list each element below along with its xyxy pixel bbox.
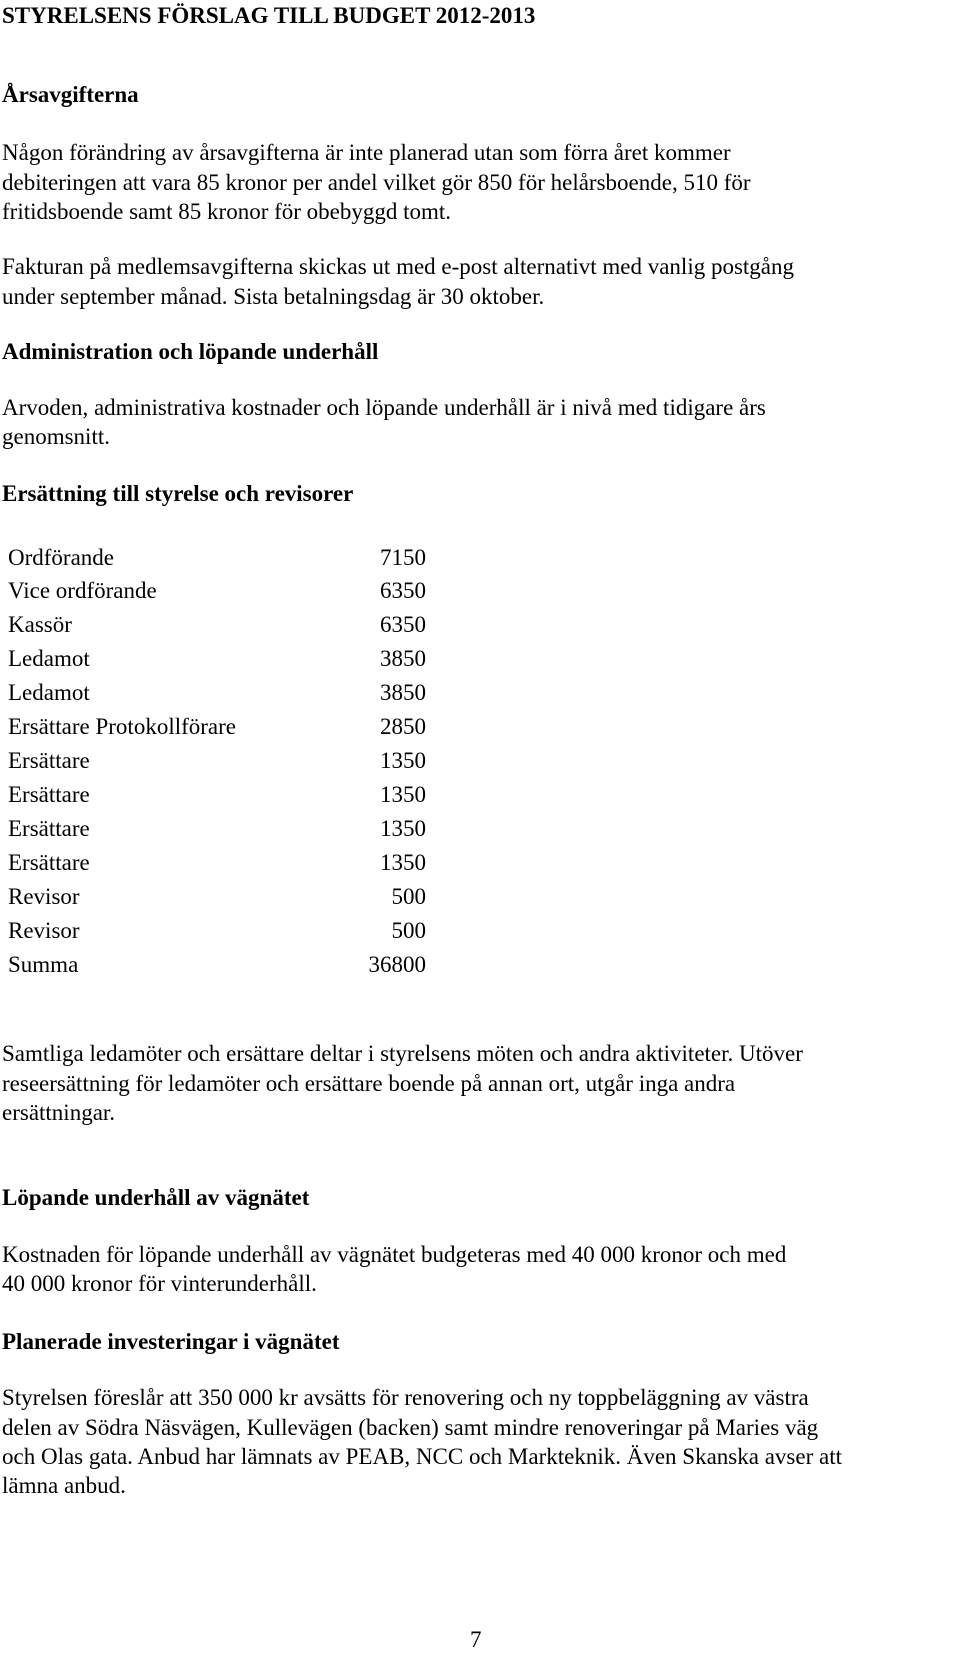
row-label: Kassör (8, 612, 72, 637)
table-row (6, 676, 426, 710)
row-label: Revisor (8, 884, 80, 909)
table-row (6, 778, 426, 812)
row-label: Ersättare Protokollförare (8, 714, 236, 739)
investeringar-paragraph-line: Styrelsen föreslår att 350 000 kr avsätts för renovering och ny toppbeläggning av västra (2, 1385, 809, 1410)
row-label: Ersättare (8, 816, 90, 841)
row-label: Ersättare (8, 850, 90, 875)
ersattning-note-line: Samtliga ledamöter och ersättare deltar i styrelsens möten och andra aktiviteter. Utöver (2, 1041, 803, 1066)
table-row (6, 574, 426, 608)
page-title: STYRELSENS FÖRSLAG TILL BUDGET 2012-2013 (2, 3, 536, 28)
vagnat-paragraph-line: Kostnaden för löpande underhåll av vägnätet budgeteras med 40 000 kronor och med (2, 1242, 787, 1267)
row-value: 3850 (380, 646, 426, 671)
row-value: 2850 (380, 714, 426, 739)
vagnat-paragraph-line: 40 000 kronor för vinterunderhåll. (2, 1271, 317, 1296)
investeringar-paragraph-line: delen av Södra Näsvägen, Kullevägen (backen) samt mindre renoveringar på Maries väg (2, 1415, 819, 1440)
heading-arsavgifter: Årsavgifterna (2, 82, 139, 107)
admin-paragraph-line: Arvoden, administrativa kostnader och löpande underhåll är i nivå med tidigare års (2, 395, 766, 420)
arsavgifter-p1-line: fritidsboende samt 85 kronor för obebyggd tomt. (2, 199, 452, 224)
arsavgifter-p2-line: under september månad. Sista betalningsdag är 30 oktober. (2, 284, 545, 309)
heading-investeringar: Planerade investeringar i vägnätet (2, 1329, 340, 1354)
ersattning-note-line: ersättningar. (2, 1100, 116, 1125)
row-value: 500 (391, 918, 426, 943)
row-label: Ledamot (8, 646, 90, 671)
heading-ersattning: Ersättning till styrelse och revisorer (2, 481, 354, 506)
table-row (6, 642, 426, 676)
table-row (6, 914, 426, 948)
table-row (6, 880, 426, 914)
row-value: 1350 (380, 782, 426, 807)
heading-administration: Administration och löpande underhåll (2, 339, 379, 364)
admin-paragraph-line: genomsnitt. (2, 424, 110, 449)
table-row (6, 608, 426, 642)
table-row (6, 812, 426, 846)
row-label: Ersättare (8, 748, 90, 773)
heading-vagnat: Löpande underhåll av vägnätet (2, 1185, 310, 1210)
table-row (6, 846, 426, 880)
row-value: 36800 (368, 952, 426, 977)
table-row (6, 744, 426, 778)
ersattning-note-line: reseersättning för ledamöter och ersättare boende på annan ort, utgår inga andra (2, 1071, 736, 1096)
row-value: 3850 (380, 680, 426, 705)
page-number: 7 (470, 1627, 482, 1652)
investeringar-paragraph-line: lämna anbud. (2, 1473, 126, 1498)
table-row (6, 541, 426, 575)
row-value: 7150 (380, 545, 426, 570)
row-value: 500 (391, 884, 426, 909)
row-label: Vice ordförande (8, 578, 157, 603)
table-row-total (6, 948, 426, 982)
table-row (6, 710, 426, 744)
row-value: 6350 (380, 578, 426, 603)
arsavgifter-p1-line: Någon förändring av årsavgifterna är inte planerad utan som förra året kommer (2, 140, 731, 165)
row-label: Ordförande (8, 545, 115, 570)
row-label: Revisor (8, 918, 80, 943)
arsavgifter-p2-line: Fakturan på medlemsavgifterna skickas ut med e-post alternativt med vanlig postgång (2, 254, 795, 279)
investeringar-paragraph-line: och Olas gata. Anbud har lämnats av PEAB, NCC och Markteknik. Även Skanska avser att (2, 1444, 842, 1469)
row-value: 1350 (380, 850, 426, 875)
row-value: 1350 (380, 748, 426, 773)
row-label: Ersättare (8, 782, 90, 807)
row-label: Ledamot (8, 680, 90, 705)
row-label: Summa (8, 952, 79, 977)
row-value: 1350 (380, 816, 426, 841)
arsavgifter-p1-line: debiteringen att vara 85 kronor per andel vilket gör 850 för helårsboende, 510 för (2, 170, 751, 195)
row-value: 6350 (380, 612, 426, 637)
